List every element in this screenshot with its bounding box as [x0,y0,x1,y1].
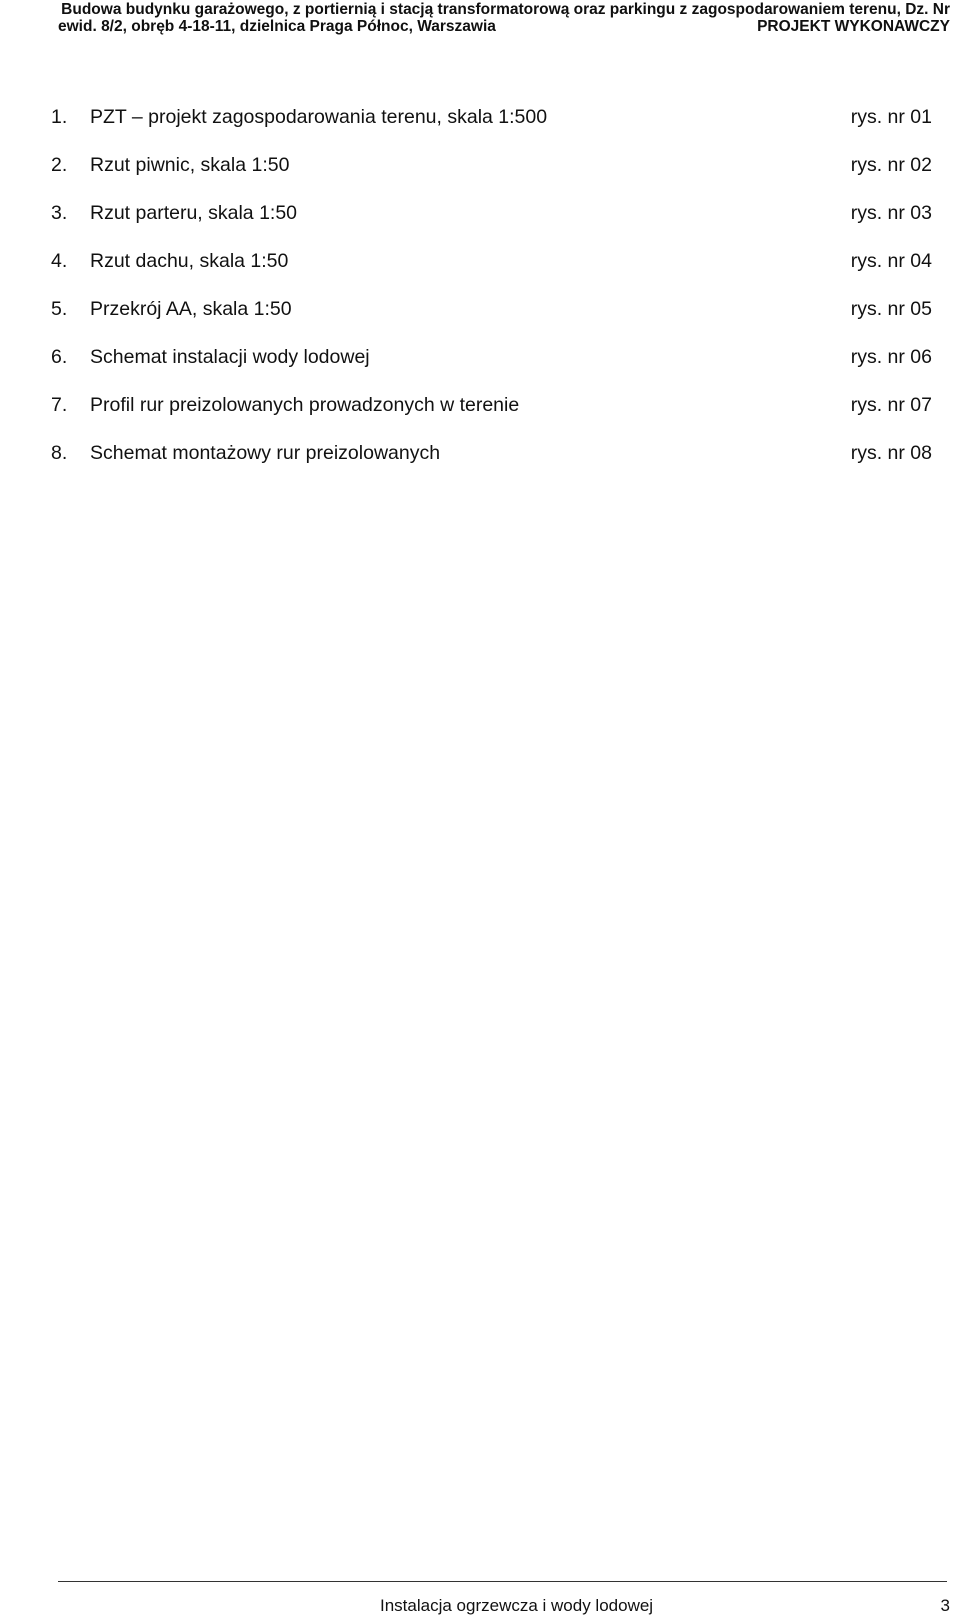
list-item [0,439,960,487]
item-drawing-ref: rys. nr 02 [850,154,932,176]
item-number: 5. [51,298,68,320]
page-header [0,0,960,44]
item-title: Schemat montażowy rur preizolowanych [90,442,441,464]
list-item [0,247,960,295]
item-drawing-ref: rys. nr 01 [850,106,932,128]
item-drawing-ref: rys. nr 08 [850,442,932,464]
item-number: 2. [51,154,68,176]
item-title: Profil rur preizolowanych prowadzonych w terenie [90,394,520,416]
item-number: 3. [51,202,68,224]
list-item [0,343,960,391]
list-item [0,151,960,199]
list-item [0,199,960,247]
item-number: 4. [51,250,68,272]
item-drawing-ref: rys. nr 07 [850,394,932,416]
page-number: 3 [940,1596,950,1615]
item-title: Schemat instalacji wody lodowej [90,346,370,368]
item-drawing-ref: rys. nr 05 [850,298,932,320]
item-drawing-ref: rys. nr 03 [850,202,932,224]
item-title: Przekrój AA, skala 1:50 [90,298,292,320]
footer-divider [58,1581,947,1582]
header-project-title: Budowa budynku garażowego, z portiernią i stacją transformatorową oraz parkingu z zagospodarowaniem terenu, Dz. Nr [61,1,950,18]
item-number: 6. [51,346,68,368]
item-number: 1. [51,106,68,128]
item-title: Rzut parteru, skala 1:50 [90,202,298,224]
item-drawing-ref: rys. nr 04 [850,250,932,272]
list-item [0,103,960,151]
item-title: PZT – projekt zagospodarowania terenu, skala 1:500 [90,106,548,128]
footer-title: Instalacja ogrzewcza i wody lodowej [380,1596,654,1615]
header-location: ewid. 8/2, obręb 4-18-11, dzielnica Praga Północ, Warszawia [58,18,496,35]
drawing-list [0,103,960,487]
header-project-stage: PROJEKT WYKONAWCZY [757,18,950,35]
list-item [0,391,960,439]
item-title: Rzut dachu, skala 1:50 [90,250,289,272]
item-title: Rzut piwnic, skala 1:50 [90,154,290,176]
item-drawing-ref: rys. nr 06 [850,346,932,368]
item-number: 8. [51,442,68,464]
list-item [0,295,960,343]
item-number: 7. [51,394,68,416]
